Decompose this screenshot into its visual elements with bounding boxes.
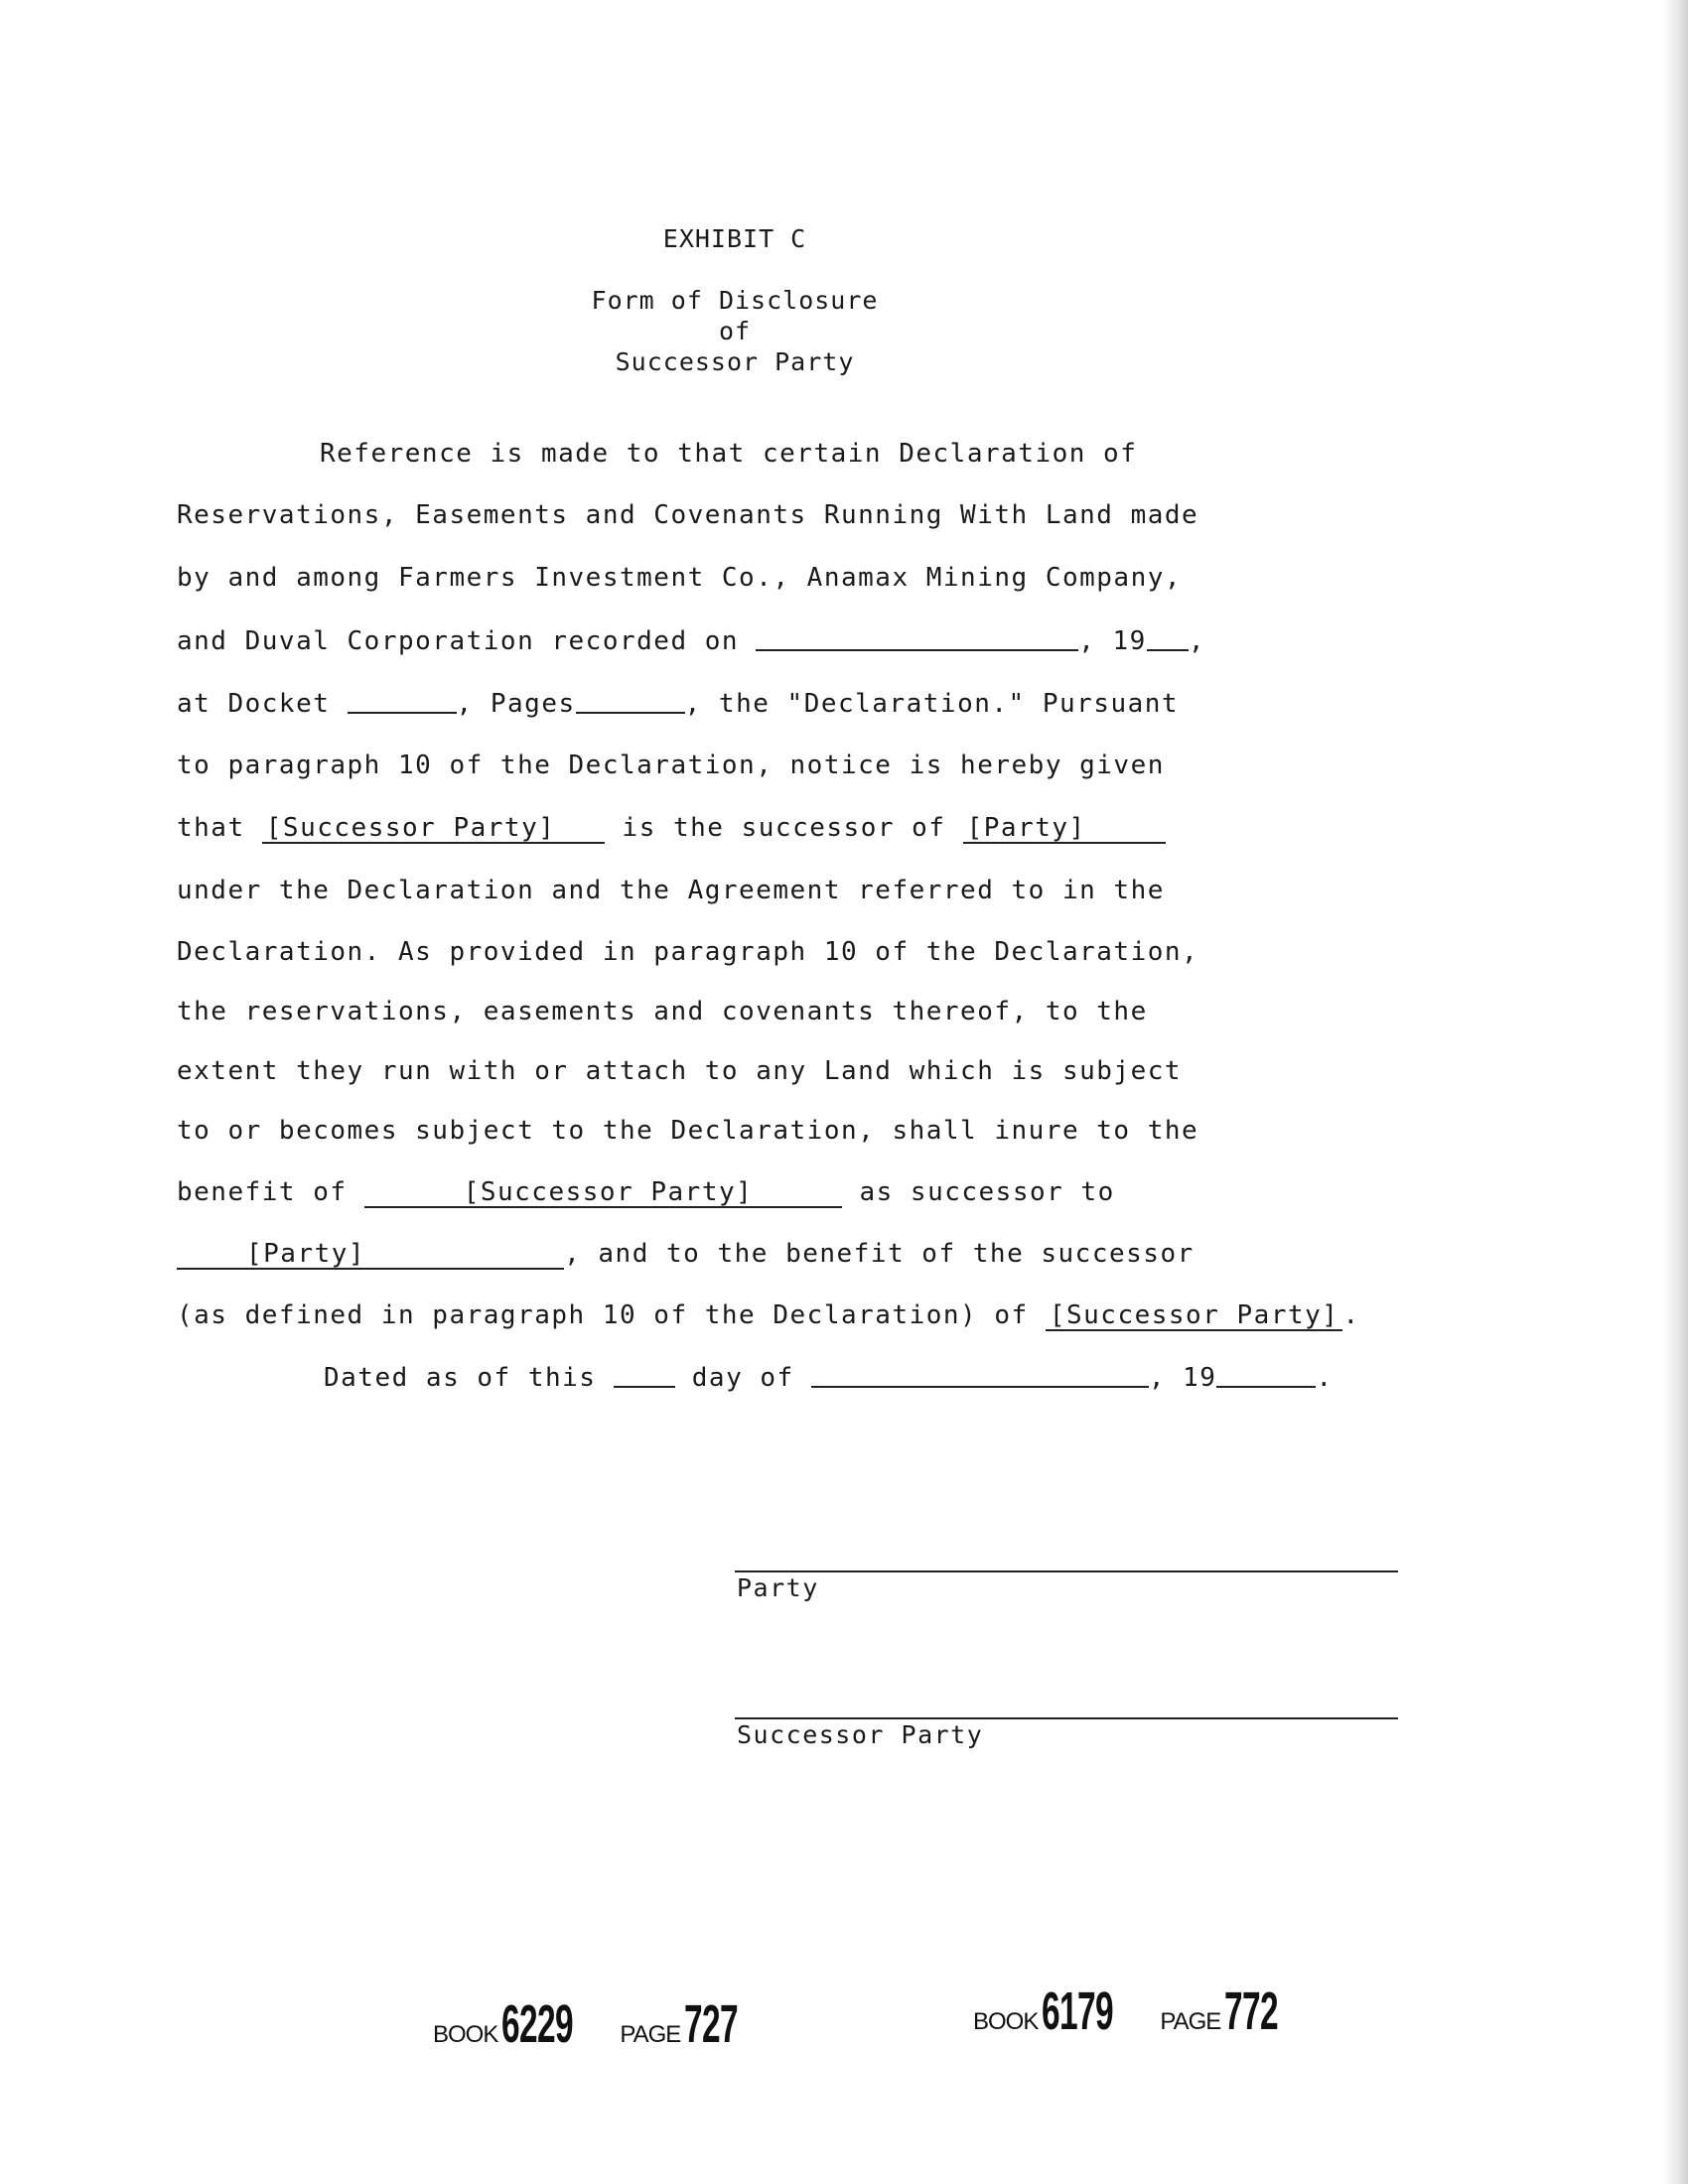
body-line-11: extent they run with or attach to any Land which is subject — [177, 1056, 1183, 1086]
body-line-10: the reservations, easements and covenants thereof, to the — [177, 997, 1148, 1026]
body-line-1: Reference is made to that certain Declaration of — [320, 439, 1138, 469]
right-stamp-prefix: BOOK — [973, 2008, 1039, 2035]
declaration-text: , the "Declaration." Pursuant — [684, 689, 1180, 719]
left-stamp-page: 727 — [683, 1994, 738, 2054]
body-line-9: Declaration. As provided in paragraph 10 of the Declaration, — [177, 937, 1199, 967]
recording-stamp-left — [433, 1993, 771, 2055]
body-line-14 — [177, 1237, 1195, 1271]
left-stamp-book: 6229 — [500, 1994, 573, 2054]
form-title-line-3: Successor Party — [615, 347, 855, 376]
pages-blank[interactable] — [576, 688, 685, 714]
body-line-7 — [177, 811, 1166, 845]
recording-stamp-right — [973, 1980, 1311, 2042]
successor-party-signature-label: Successor Party — [737, 1720, 984, 1749]
benefit-successor-text: , and to the benefit of the successor — [564, 1239, 1195, 1269]
body-line-12: to or becomes subject to the Declaration, shall inure to the — [177, 1116, 1199, 1146]
year-prefix: , 19 — [1078, 626, 1147, 656]
party-field-1[interactable]: [Party] — [963, 814, 1166, 844]
left-stamp-page-prefix: PAGE — [620, 2021, 681, 2048]
day-blank[interactable] — [614, 1362, 675, 1388]
right-stamp-page-prefix: PAGE — [1160, 2008, 1221, 2035]
form-title-line-1: Form of Disclosure — [591, 286, 879, 315]
page-edge-shadow — [1664, 0, 1688, 2184]
body-line-4 — [177, 623, 1205, 658]
body-line-5 — [177, 686, 1179, 721]
left-stamp-prefix: BOOK — [433, 2021, 498, 2048]
exhibit-heading: EXHIBIT C — [662, 224, 807, 253]
body-line-6: to paragraph 10 of the Declaration, notice is hereby given — [177, 751, 1165, 780]
docket-text: at Docket — [177, 689, 348, 719]
recorded-date-blank[interactable] — [756, 625, 1078, 651]
dated-year-prefix: , 19 — [1148, 1363, 1217, 1393]
party-signature-label: Party — [737, 1573, 819, 1602]
comma: , — [1188, 626, 1205, 656]
recorded-text: and Duval Corporation recorded on — [177, 626, 757, 656]
successor-party-signature-line[interactable] — [735, 1717, 1398, 1719]
month-blank[interactable] — [811, 1362, 1149, 1388]
successor-party-field-3[interactable]: [Successor Party] — [1046, 1301, 1343, 1331]
dated-year-blank[interactable] — [1216, 1362, 1316, 1388]
dated-text: Dated as of this — [324, 1363, 614, 1393]
dated-period: . — [1316, 1363, 1334, 1393]
form-title-line-2: of — [718, 317, 752, 345]
successor-party-field-1[interactable]: [Successor Party] — [262, 814, 606, 844]
successor-of-text: is the successor of — [605, 813, 963, 843]
right-stamp-page: 772 — [1223, 1981, 1278, 2041]
that-text: that — [177, 813, 262, 843]
year-blank[interactable] — [1147, 625, 1189, 651]
right-stamp-book: 6179 — [1041, 1981, 1113, 2041]
body-line-8: under the Declaration and the Agreement referred to in the — [177, 876, 1165, 905]
as-successor-text: as successor to — [842, 1177, 1115, 1207]
benefit-of-text: benefit of — [177, 1177, 364, 1207]
pages-text: , Pages — [456, 689, 576, 719]
defined-in-text: (as defined in paragraph 10 of the Declaration) of — [177, 1300, 1046, 1330]
period: . — [1342, 1300, 1360, 1330]
docket-blank[interactable] — [348, 688, 457, 714]
day-of-text: day of — [674, 1363, 811, 1393]
party-signature-line[interactable] — [735, 1570, 1398, 1572]
body-line-13 — [177, 1175, 1115, 1209]
dated-line — [324, 1360, 1334, 1395]
party-field-2[interactable]: [Party] — [177, 1240, 564, 1270]
body-line-2: Reservations, Easements and Covenants Running With Land made — [177, 500, 1199, 530]
body-line-3: by and among Farmers Investment Co., Anamax Mining Company, — [177, 563, 1183, 593]
successor-party-field-2[interactable]: [Successor Party] — [364, 1178, 843, 1208]
body-line-15 — [177, 1298, 1360, 1332]
